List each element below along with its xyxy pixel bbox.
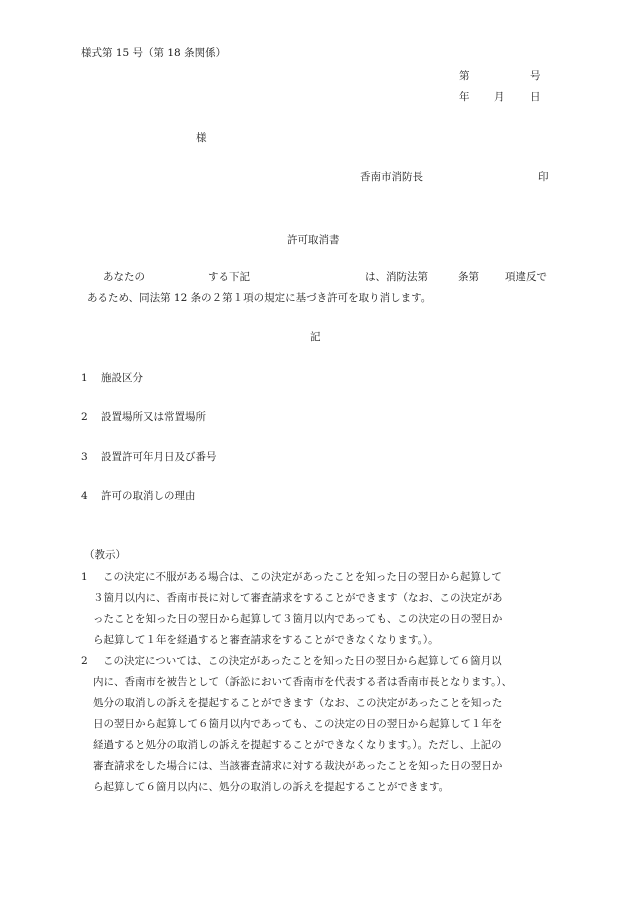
item-label: 設置許可年月日及び番号 — [101, 451, 217, 463]
item-number: 1 — [81, 372, 88, 384]
date-day-label: 日 — [530, 91, 541, 103]
item-label: 許可の取消しの理由 — [101, 490, 196, 502]
notice-line: 内に、香南市を被告として（訴訟において香南市を代表する者は香南市長となります。）、 — [93, 676, 513, 688]
notice-line: ら起算して１年を経過すると審査請求をすることができなくなります。）。 — [93, 634, 439, 646]
item-number: 4 — [81, 490, 88, 502]
item-number: 2 — [81, 411, 88, 423]
doc-number-suffix: 号 — [530, 70, 541, 82]
issuer-name: 香南市消防長 — [360, 171, 423, 183]
notice-line: この決定に不服がある場合は、この決定があったことを知った日の翌日から起算して — [103, 571, 502, 583]
notice-line: 審査請求をした場合には、当該審査請求に対する裁決があったことを知った日の翌日か — [93, 760, 503, 772]
body-fragment: あなたの — [103, 271, 145, 283]
body-line-2: あるため、同法第 12 条の２第１項の規定に基づき許可を取り消します。 — [87, 292, 432, 304]
form-number: 様式第 15 号（第 18 条関係） — [81, 47, 227, 59]
ki-heading: 記 — [310, 331, 321, 343]
document-title: 許可取消書 — [287, 234, 340, 246]
notice-line: ったことを知った日の翌日から起算して３箇月以内であっても、この決定の日の翌日か — [93, 613, 503, 625]
notice-entry-number: 1 — [81, 571, 88, 583]
notice-line: この決定については、この決定があったことを知った日の翌日から起算して６箇月以 — [103, 655, 502, 667]
item-label: 施設区分 — [101, 372, 143, 384]
date-month-label: 月 — [494, 91, 505, 103]
notice-heading: （教示） — [84, 549, 126, 561]
doc-number-prefix: 第 — [459, 70, 470, 82]
notice-line: ３箇月以内に、香南市長に対して審査請求をすることができます（なお、この決定があ — [93, 592, 503, 604]
item-number: 3 — [81, 451, 88, 463]
seal-mark: 印 — [538, 171, 549, 183]
date-year-label: 年 — [459, 91, 470, 103]
notice-line: 経過すると処分の取消しの訴えを提起することができなくなります。）。ただし、上記の — [93, 739, 502, 751]
notice-line: 日の翌日から起算して６箇月以内であっても、この決定の日の翌日から起算して１年を — [93, 718, 503, 730]
item-label: 設置場所又は常置場所 — [101, 411, 206, 423]
notice-line: ら起算して６箇月以内に、処分の取消しの訴えを提起することができます。 — [93, 781, 450, 793]
body-fragment: 条第 — [458, 271, 479, 283]
notice-line: 処分の取消しの訴えを提起することができます（なお、この決定があったことを知った — [93, 697, 503, 709]
addressee-suffix: 様 — [196, 132, 207, 144]
notice-entry-number: 2 — [81, 655, 88, 667]
body-fragment: は、消防法第 — [365, 271, 428, 283]
body-fragment: 項違反で — [505, 271, 547, 283]
body-fragment: する下記 — [208, 271, 250, 283]
